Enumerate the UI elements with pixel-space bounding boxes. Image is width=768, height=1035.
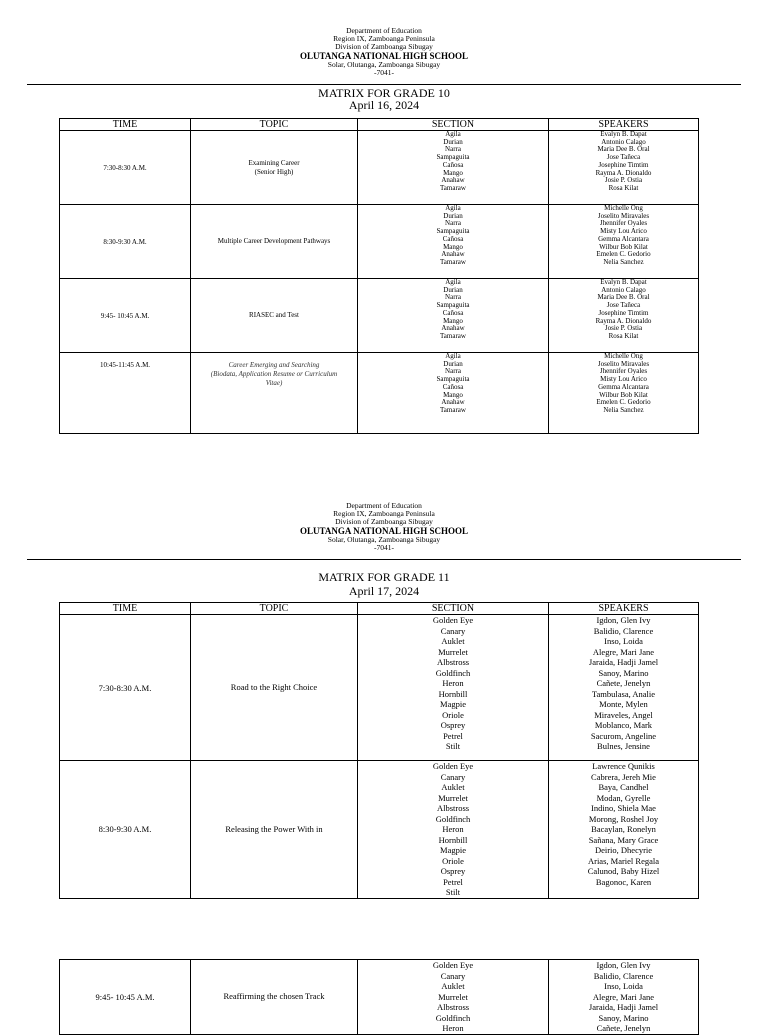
header-divider-2 bbox=[27, 559, 741, 560]
time-cell bbox=[60, 615, 191, 761]
schedule-row bbox=[60, 615, 699, 761]
speaker-name: Igdon, Glen Ivy bbox=[596, 960, 651, 970]
time-cell bbox=[60, 279, 191, 353]
section-name: Magpie bbox=[440, 845, 466, 855]
topic-cell bbox=[191, 615, 358, 761]
section-name: Sampaguita bbox=[436, 301, 470, 310]
section-name: Anahaw bbox=[441, 398, 465, 407]
speaker-name: Evalyn B. Dapat bbox=[600, 130, 647, 138]
section-name: Tamaraw bbox=[440, 405, 466, 414]
division-line: Division of Zamboanga Sibugay bbox=[335, 42, 433, 51]
speaker-name: Evalyn B. Dapat bbox=[600, 278, 647, 286]
section-name: Stilt bbox=[445, 887, 461, 897]
col-header-section: SECTION bbox=[358, 119, 549, 131]
grade10-date: April 16, 2024 bbox=[348, 98, 420, 112]
grade10-matrix-table bbox=[59, 118, 699, 434]
time-cell bbox=[60, 353, 191, 434]
speaker-name: Jhennifer Oyales bbox=[599, 367, 648, 376]
section-name: Hornbill bbox=[438, 688, 468, 699]
schedule-row bbox=[60, 279, 699, 353]
col-header-topic: TOPIC bbox=[191, 119, 358, 131]
speaker-name: Jose Tañeca bbox=[606, 153, 641, 162]
section-name: Albstross bbox=[436, 1002, 470, 1012]
speakers-cell bbox=[549, 205, 699, 279]
speaker-name: Antonio Calago bbox=[601, 137, 646, 146]
speaker-name: Indino, Shiela Mae bbox=[591, 803, 656, 813]
speakers-cell bbox=[549, 615, 699, 761]
speaker-name: Josie P. Ostia bbox=[604, 324, 643, 333]
section-name: Anahaw bbox=[441, 250, 465, 259]
speaker-name: Inso, Loida bbox=[604, 636, 643, 646]
address-line: Solar, Olutanga, Zamboanga Sibugay bbox=[327, 535, 441, 544]
region-line: Region IX, Zamboanga Peninsula bbox=[333, 509, 435, 518]
section-name: Albstross bbox=[436, 803, 470, 813]
section-name: Oriole bbox=[442, 855, 464, 866]
speaker-name: Josephine Timtim bbox=[598, 160, 649, 169]
speaker-name: Gemma Alcantara bbox=[598, 382, 649, 391]
speakers-cell bbox=[549, 353, 699, 434]
speaker-name: Cañete, Jenelyn bbox=[596, 1023, 651, 1033]
schedule-row bbox=[60, 960, 699, 1035]
section-name: Auklet bbox=[441, 782, 465, 792]
time-text: 7:30-8:30 A.M. bbox=[98, 682, 152, 693]
section-name: Murrelet bbox=[438, 646, 468, 657]
speaker-name: Sanoy, Marino bbox=[598, 667, 649, 678]
speaker-name: Lawrence Qunikis bbox=[592, 761, 655, 771]
topic-text: Vitae) bbox=[265, 379, 283, 387]
speaker-name: Alegre, Mari Jane bbox=[592, 991, 655, 1002]
speaker-name: Arias, Mariel Regala bbox=[587, 855, 660, 866]
division-line: Division of Zamboanga Sibugay bbox=[335, 517, 433, 526]
section-name: Mango bbox=[443, 242, 463, 251]
section-name: Canary bbox=[440, 970, 466, 981]
section-name: Sampaguita bbox=[436, 227, 470, 236]
schedule-row bbox=[60, 131, 699, 205]
speaker-name: Emelen C. Gedorio bbox=[596, 398, 651, 407]
section-name: Cañosa bbox=[442, 234, 464, 243]
grade11-matrix-table bbox=[59, 602, 699, 899]
region-line: Region IX, Zamboanga Peninsula bbox=[333, 34, 435, 43]
section-name: Murrelet bbox=[438, 991, 468, 1002]
col-header-speakers: SPEAKERS bbox=[549, 603, 699, 615]
section-name: Agila bbox=[445, 204, 461, 212]
time-text: 8:30-9:30 A.M. bbox=[103, 237, 147, 246]
section-name: Sampaguita bbox=[436, 375, 470, 384]
speaker-name: Wilbur Bob Kilat bbox=[599, 242, 648, 251]
speaker-name: Bagonoc, Karen bbox=[595, 876, 652, 887]
section-name: Durian bbox=[443, 137, 463, 146]
section-name: Durian bbox=[443, 285, 463, 294]
time-text: 8:30-9:30 A.M. bbox=[98, 824, 152, 835]
speaker-name: Alegre, Mari Jane bbox=[592, 646, 655, 657]
section-name: Canary bbox=[440, 625, 466, 636]
time-cell bbox=[60, 960, 191, 1035]
section-name: Petrel bbox=[443, 876, 463, 887]
speaker-name: Nelia Sanchez bbox=[603, 405, 644, 414]
section-name: Heron bbox=[442, 1023, 464, 1033]
section-name: Goldfinch bbox=[435, 813, 471, 824]
speaker-name: Jaraida, Hadji Jamel bbox=[588, 657, 659, 667]
section-name: Cañosa bbox=[442, 308, 464, 317]
section-name: Auklet bbox=[441, 636, 465, 646]
speaker-name: Calunod, Baby Hizel bbox=[587, 866, 660, 876]
section-name: Narra bbox=[445, 219, 461, 228]
speaker-name: Michelle Ong bbox=[604, 204, 643, 212]
section-name: Narra bbox=[445, 293, 461, 302]
time-text: 9:45- 10:45 A.M. bbox=[100, 311, 150, 320]
speakers-cell bbox=[549, 279, 699, 353]
speaker-name: Rayma A. Dionaldo bbox=[595, 168, 652, 177]
topic-text: Career Emerging and Searching bbox=[228, 361, 320, 369]
section-cell bbox=[358, 353, 549, 434]
speaker-name: Jaraida, Hadji Jamel bbox=[588, 1002, 659, 1012]
topic-cell bbox=[191, 761, 358, 899]
section-name: Agila bbox=[445, 352, 461, 360]
topic-text: Reaffirming the chosen Track bbox=[223, 991, 325, 1002]
school-name: OLUTANGA NATIONAL HIGH SCHOOL bbox=[300, 526, 468, 536]
time-cell bbox=[60, 205, 191, 279]
topic-cell bbox=[191, 131, 358, 205]
section-name: Golden Eye bbox=[432, 615, 474, 625]
section-cell bbox=[358, 205, 549, 279]
speakers-cell bbox=[549, 960, 699, 1035]
section-name: Petrel bbox=[443, 730, 463, 741]
topic-text: Releasing the Power With in bbox=[225, 823, 323, 834]
topic-cell bbox=[191, 960, 358, 1035]
topic-text: (Senior High) bbox=[254, 167, 294, 176]
speaker-name: Josephine Timtim bbox=[598, 308, 649, 317]
speaker-name: Morong, Roshel Joy bbox=[588, 813, 659, 824]
speakers-cell bbox=[549, 131, 699, 205]
section-name: Sampaguita bbox=[436, 153, 470, 162]
grade11-date: April 17, 2024 bbox=[348, 584, 420, 598]
speaker-name: Bacaylan, Ronelyn bbox=[591, 824, 656, 834]
section-name: Goldfinch bbox=[435, 667, 471, 678]
section-name: Oriole bbox=[442, 709, 464, 720]
section-name: Durian bbox=[443, 359, 463, 368]
section-name: Heron bbox=[442, 678, 464, 688]
letterhead-1 bbox=[0, 27, 768, 77]
topic-text: Multiple Career Development Pathways bbox=[217, 237, 331, 245]
speaker-name: Baya, Candhel bbox=[598, 782, 649, 792]
speaker-name: Misty Lou Arico bbox=[600, 227, 647, 236]
topic-text: RIASEC and Test bbox=[249, 311, 299, 319]
schedule-row bbox=[60, 353, 699, 434]
speaker-name: Jose Tañeca bbox=[606, 301, 641, 310]
section-name: Tamaraw bbox=[440, 331, 466, 340]
speaker-name: Misty Lou Arico bbox=[600, 375, 647, 384]
section-name: Magpie bbox=[440, 699, 466, 709]
section-name: Osprey bbox=[440, 866, 466, 876]
section-name: Murrelet bbox=[438, 792, 468, 803]
topic-cell bbox=[191, 279, 358, 353]
speaker-name: Monte, Mylen bbox=[599, 699, 648, 709]
section-cell bbox=[358, 761, 549, 899]
speaker-name: Sacurom, Angeline bbox=[590, 730, 657, 741]
speaker-name: Josie P. Ostia bbox=[604, 176, 643, 185]
section-name: Agila bbox=[445, 130, 461, 138]
speaker-name: Cabrera, Jereh Mie bbox=[591, 771, 656, 782]
speakers-cell bbox=[549, 761, 699, 899]
speaker-name: Modan, Gyrelle bbox=[596, 792, 651, 803]
section-cell bbox=[358, 960, 549, 1035]
speaker-name: Sanoy, Marino bbox=[598, 1012, 649, 1023]
topic-text: Road to the Right Choice bbox=[230, 682, 318, 692]
section-name: Anahaw bbox=[441, 324, 465, 333]
speaker-name: Antonio Calago bbox=[601, 285, 646, 294]
speaker-name: Rosa Kilat bbox=[608, 331, 639, 340]
topic-text: (Biodata, Application Resume or Curriculum bbox=[210, 370, 338, 378]
dept-line: Department of Education bbox=[346, 501, 422, 510]
school-name: OLUTANGA NATIONAL HIGH SCHOOL bbox=[300, 51, 468, 61]
schedule-row bbox=[60, 761, 699, 899]
section-name: Mango bbox=[443, 316, 463, 325]
time-text: 9:45- 10:45 A.M. bbox=[95, 991, 155, 1002]
section-cell bbox=[358, 131, 549, 205]
time-cell bbox=[60, 131, 191, 205]
section-name: Tamaraw bbox=[440, 183, 466, 192]
section-name: Goldfinch bbox=[435, 1012, 471, 1023]
speaker-name: Miraveles, Angel bbox=[594, 709, 653, 720]
zip-line: -7041- bbox=[374, 68, 394, 77]
address-line: Solar, Olutanga, Zamboanga Sibugay bbox=[327, 60, 441, 69]
section-name: Agila bbox=[445, 278, 461, 286]
speaker-name: Balidio, Clarence bbox=[593, 625, 654, 636]
section-name: Mango bbox=[443, 168, 463, 177]
speaker-name: Maria Dee B. Oral bbox=[597, 293, 650, 302]
speaker-name: Igdon, Glen Ivy bbox=[596, 615, 651, 625]
section-name: Anahaw bbox=[441, 176, 465, 185]
section-name: Heron bbox=[442, 824, 464, 834]
speaker-name: Cañete, Jenelyn bbox=[596, 678, 651, 688]
speaker-name: Moblanco, Mark bbox=[594, 720, 653, 730]
speaker-name: Sañana, Mary Grace bbox=[588, 834, 659, 845]
section-name: Hornbill bbox=[438, 834, 468, 845]
col-header-speakers: SPEAKERS bbox=[549, 119, 699, 131]
section-name: Canary bbox=[440, 771, 466, 782]
speaker-name: Rosa Kilat bbox=[608, 183, 639, 192]
speaker-name: Michelle Ong bbox=[604, 352, 643, 360]
section-name: Tamaraw bbox=[440, 257, 466, 266]
section-cell bbox=[358, 615, 549, 761]
speaker-name: Bulnes, Jensine bbox=[597, 741, 650, 751]
topic-cell bbox=[191, 205, 358, 279]
section-name: Golden Eye bbox=[432, 960, 474, 970]
section-name: Auklet bbox=[441, 981, 465, 991]
speaker-name: Rayma A. Dionaldo bbox=[595, 316, 652, 325]
section-name: Stilt bbox=[445, 741, 461, 751]
section-cell bbox=[358, 279, 549, 353]
section-name: Osprey bbox=[440, 720, 466, 730]
section-name: Golden Eye bbox=[432, 761, 474, 771]
speaker-name: Gemma Alcantara bbox=[598, 234, 649, 243]
section-name: Albstross bbox=[436, 657, 470, 667]
col-header-time: TIME bbox=[60, 119, 191, 131]
speaker-name: Jhennifer Oyales bbox=[599, 219, 648, 228]
speaker-name: Nelia Sanchez bbox=[603, 257, 644, 266]
section-name: Mango bbox=[443, 390, 463, 399]
col-header-section: SECTION bbox=[358, 603, 549, 615]
col-header-time: TIME bbox=[60, 603, 191, 615]
section-name: Durian bbox=[443, 211, 463, 220]
time-cell bbox=[60, 761, 191, 899]
grade11-matrix-table-continued bbox=[59, 959, 699, 1035]
grade10-title: MATRIX FOR GRADE 10 bbox=[318, 86, 450, 100]
speaker-name: Joselito Miravales bbox=[597, 359, 650, 368]
time-text: 7:30-8:30 A.M. bbox=[103, 163, 147, 172]
letterhead-2 bbox=[0, 502, 768, 552]
section-name: Cañosa bbox=[442, 160, 464, 169]
topic-text: Examining Career bbox=[248, 158, 300, 167]
section-name: Cañosa bbox=[442, 382, 464, 391]
speaker-name: Inso, Loida bbox=[604, 981, 643, 991]
speaker-name: Balidio, Clarence bbox=[593, 970, 654, 981]
header-divider-1 bbox=[27, 84, 741, 85]
speaker-name: Tambulasa, Analie bbox=[591, 688, 656, 699]
speaker-name: Deirio, Dhecyrie bbox=[594, 845, 653, 855]
col-header-topic: TOPIC bbox=[191, 603, 358, 615]
section-name: Narra bbox=[445, 145, 461, 154]
zip-line: -7041- bbox=[374, 543, 394, 552]
topic-cell bbox=[191, 353, 358, 434]
dept-line: Department of Education bbox=[346, 26, 422, 35]
schedule-row bbox=[60, 205, 699, 279]
grade11-title: MATRIX FOR GRADE 11 bbox=[318, 570, 450, 584]
speaker-name: Emelen C. Gedorio bbox=[596, 250, 651, 259]
speaker-name: Maria Dee B. Oral bbox=[597, 145, 650, 154]
time-text: 10:45-11:45 A.M. bbox=[99, 361, 151, 369]
speaker-name: Wilbur Bob Kilat bbox=[599, 390, 648, 399]
section-name: Narra bbox=[445, 367, 461, 376]
speaker-name: Joselito Miravales bbox=[597, 211, 650, 220]
